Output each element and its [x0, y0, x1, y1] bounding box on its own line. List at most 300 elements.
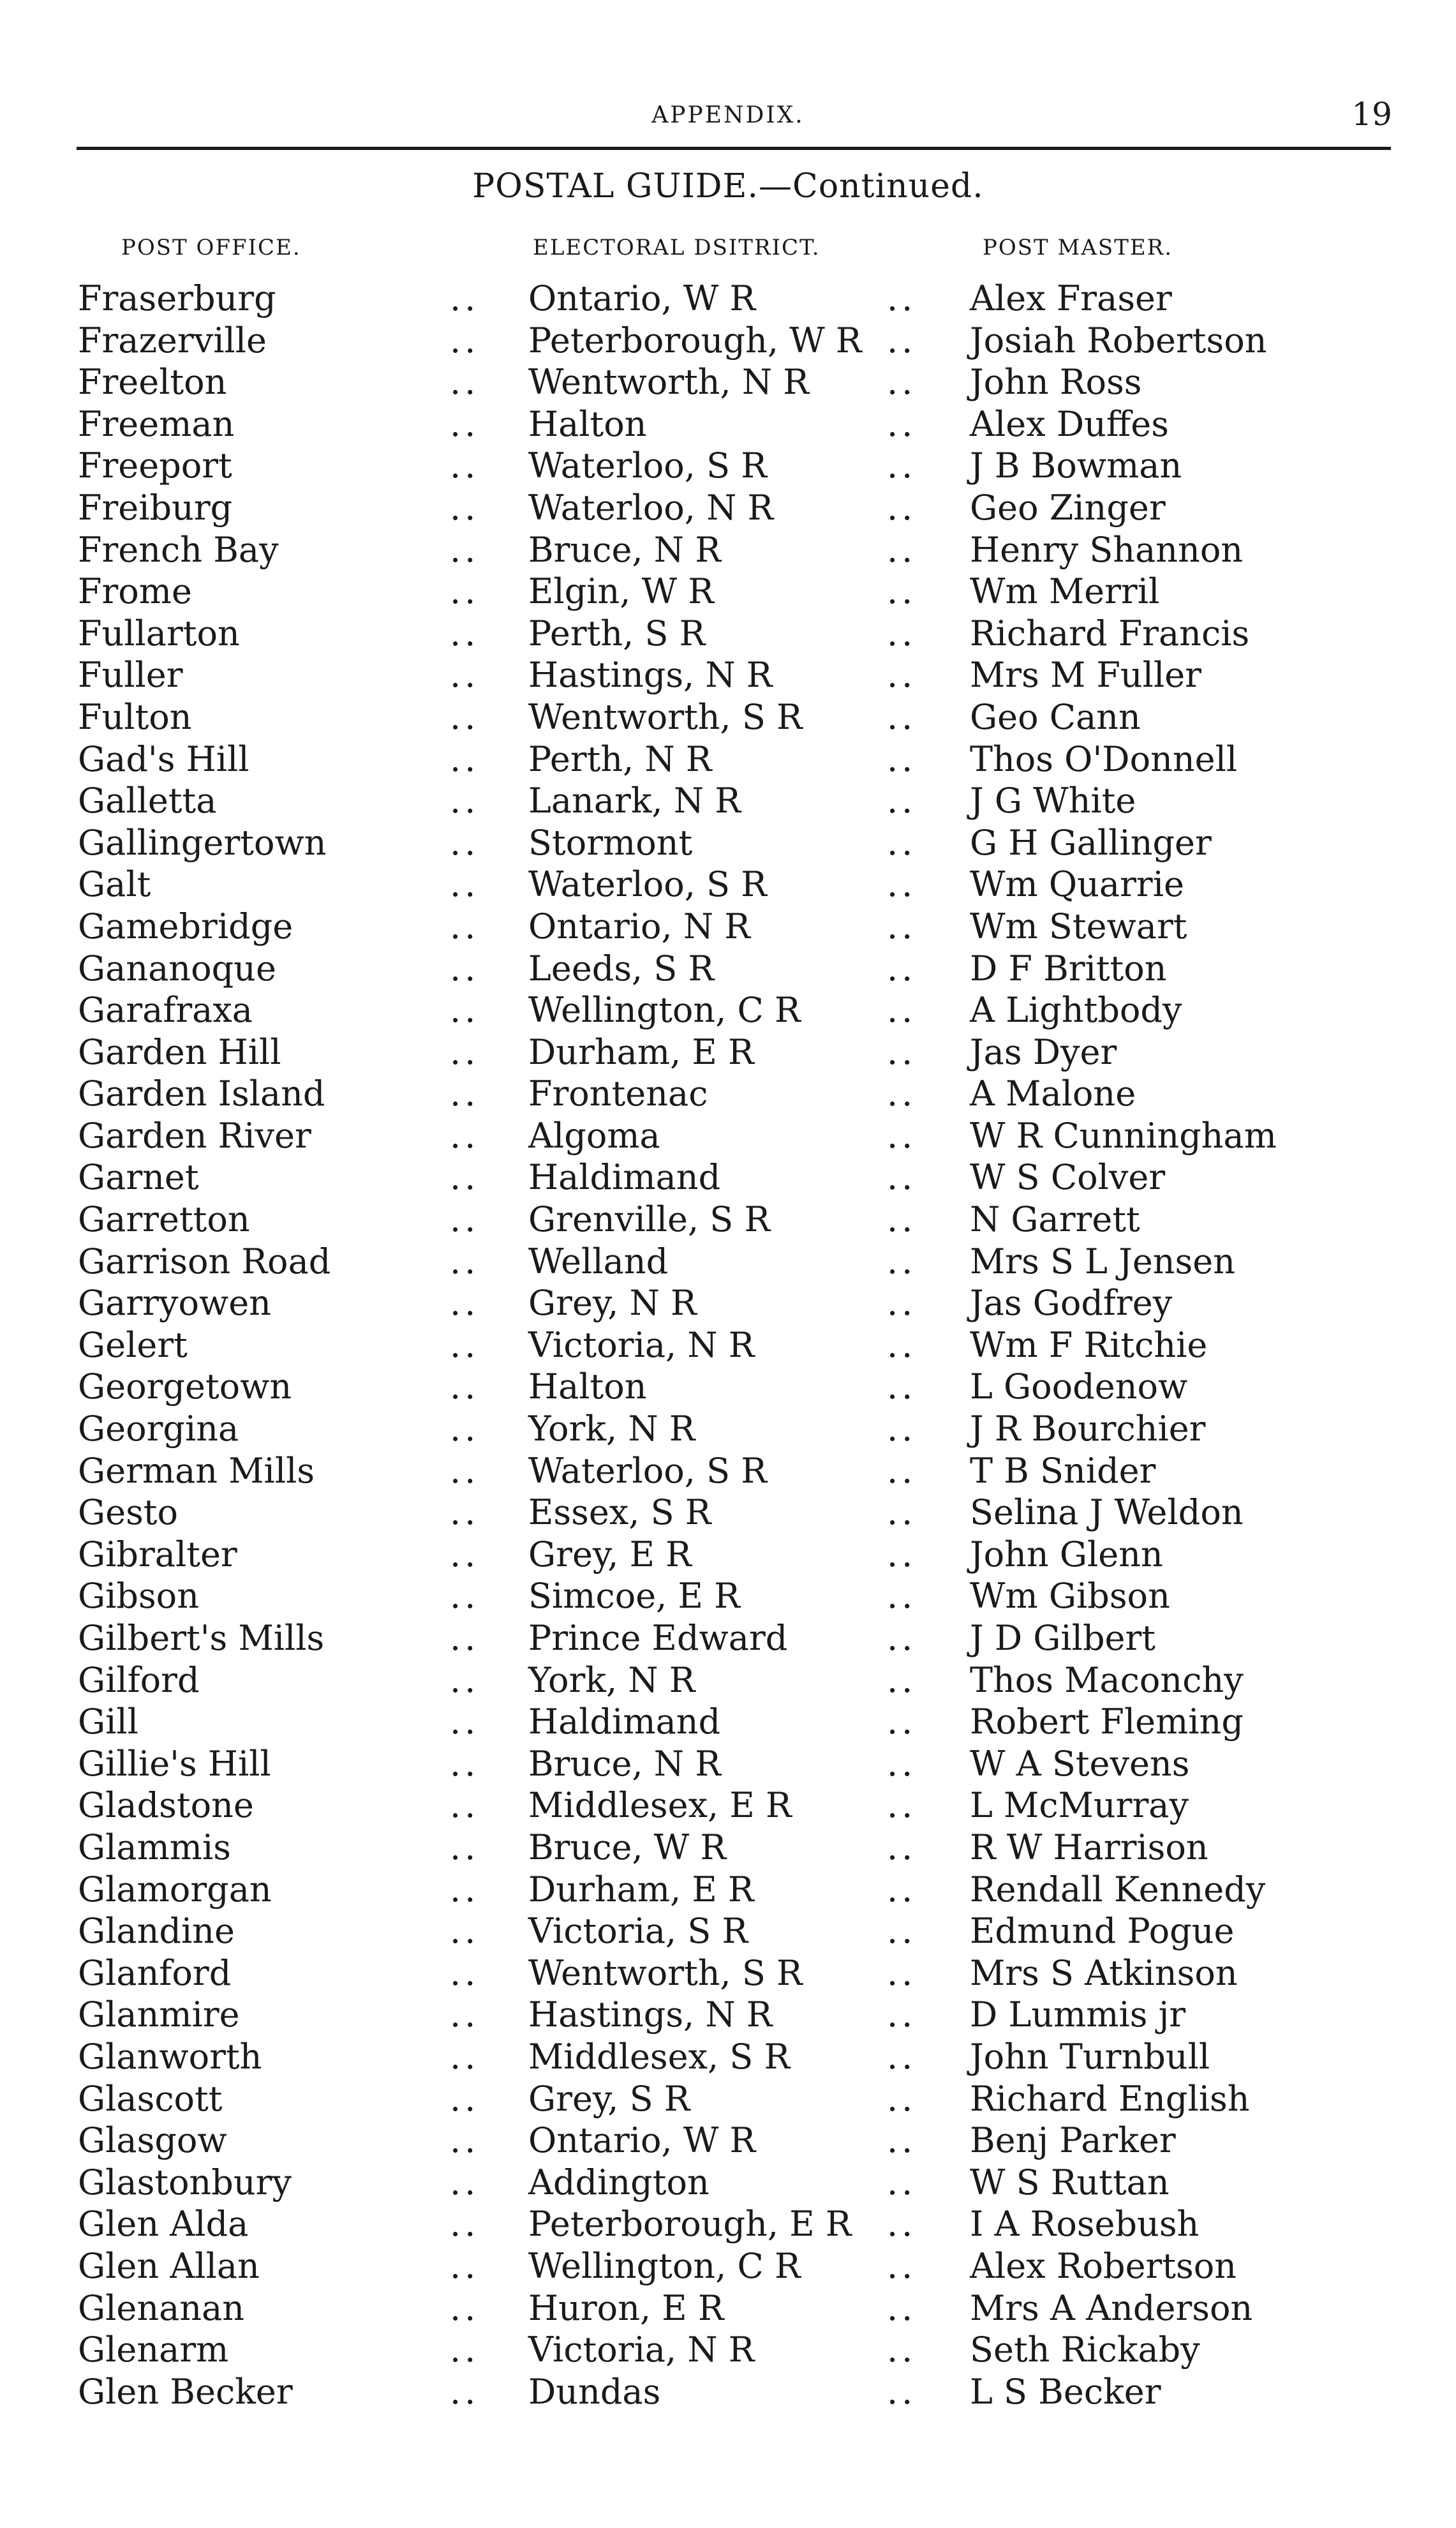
post-office-cell: Glamorgan	[78, 1869, 272, 1910]
electoral-district-cell: York, N R	[528, 1409, 695, 1449]
post-master-cell: A Lightbody	[970, 990, 1182, 1031]
table-row	[0, 1784, 1456, 1827]
leader-dots: ..	[887, 571, 917, 612]
leader-dots: ..	[450, 2330, 480, 2370]
table-row	[0, 948, 1456, 990]
post-master-cell: Mrs S Atkinson	[970, 1952, 1238, 1993]
electoral-district-cell: Welland	[528, 1241, 669, 1282]
post-master-cell: Richard Francis	[970, 613, 1250, 654]
table-row	[0, 989, 1456, 1031]
table-row	[0, 2329, 1456, 2371]
post-master-cell: I A Rosebush	[970, 2204, 1200, 2245]
post-office-cell: Glandine	[78, 1911, 235, 1952]
post-master-cell: Alex Fraser	[970, 278, 1172, 318]
leader-dots: ..	[887, 362, 917, 403]
electoral-district-cell: Wentworth, S R	[528, 1952, 803, 1993]
leader-dots: ..	[450, 2204, 480, 2245]
post-master-cell: John Glenn	[970, 1534, 1163, 1574]
leader-dots: ..	[450, 2120, 480, 2161]
table-row	[0, 2036, 1456, 2078]
post-master-cell: Wm Quarrie	[970, 864, 1184, 905]
electoral-district-cell: Prince Edward	[528, 1618, 788, 1658]
electoral-district-cell: Bruce, N R	[528, 1743, 721, 1784]
table-row	[0, 1952, 1456, 1994]
post-master-cell: J B Bowman	[970, 445, 1182, 486]
leader-dots: ..	[887, 1115, 917, 1156]
leader-dots: ..	[887, 1450, 917, 1491]
leader-dots: ..	[450, 2162, 480, 2203]
electoral-district-cell: Haldimand	[528, 1157, 721, 1198]
post-office-cell: Galletta	[78, 781, 217, 821]
table-row	[0, 403, 1456, 445]
leader-dots: ..	[887, 1031, 917, 1072]
table-row	[0, 1241, 1456, 1283]
leader-dots: ..	[450, 738, 480, 779]
leader-dots: ..	[887, 1576, 917, 1617]
electoral-district-cell: Addington	[528, 2162, 709, 2203]
leader-dots: ..	[887, 1366, 917, 1407]
leader-dots: ..	[887, 822, 917, 863]
post-master-cell: L Goodenow	[970, 1366, 1188, 1407]
post-office-cell: Glanford	[78, 1952, 232, 1993]
table-row	[0, 1408, 1456, 1450]
post-master-cell: Benj Parker	[970, 2120, 1176, 2161]
post-office-cell: Glanmire	[78, 1994, 240, 2035]
post-office-cell: Glenanan	[78, 2287, 245, 2328]
post-office-cell: Fullarton	[78, 613, 240, 654]
leader-dots: ..	[887, 445, 917, 486]
leader-dots: ..	[887, 2371, 917, 2412]
post-office-cell: Gladstone	[78, 1785, 254, 1826]
post-office-cell: Gad's Hill	[78, 738, 249, 779]
table-row	[0, 654, 1456, 696]
leader-dots: ..	[450, 781, 480, 821]
post-office-cell: Gillie's Hill	[78, 1743, 271, 1784]
post-master-cell: Wm Gibson	[970, 1576, 1170, 1617]
leader-dots: ..	[450, 1283, 480, 1324]
post-master-cell: Richard English	[970, 2078, 1250, 2119]
leader-dots: ..	[450, 445, 480, 486]
electoral-district-cell: Lanark, N R	[528, 781, 741, 821]
post-office-cell: Fraserburg	[78, 278, 276, 318]
post-master-cell: Mrs M Fuller	[970, 655, 1201, 696]
leader-dots: ..	[450, 1702, 480, 1742]
leader-dots: ..	[450, 2371, 480, 2412]
leader-dots: ..	[450, 1324, 480, 1365]
leader-dots: ..	[450, 1073, 480, 1114]
post-master-cell: R W Harrison	[970, 1827, 1208, 1867]
electoral-district-cell: Durham, E R	[528, 1869, 754, 1910]
post-master-cell: G H Gallinger	[970, 822, 1212, 863]
electoral-district-cell: Wentworth, S R	[528, 696, 803, 737]
leader-dots: ..	[887, 1869, 917, 1910]
electoral-district-cell: Hastings, N R	[528, 655, 773, 696]
table-row	[0, 1115, 1456, 1157]
leader-dots: ..	[450, 655, 480, 696]
post-master-cell: Henry Shannon	[970, 529, 1244, 570]
post-office-cell: Glen Alda	[78, 2204, 249, 2245]
post-office-cell: Freiburg	[78, 487, 233, 528]
leader-dots: ..	[450, 1366, 480, 1407]
page-number: 19	[1351, 96, 1392, 133]
electoral-district-cell: Middlesex, E R	[528, 1785, 792, 1826]
post-master-cell: Wm Stewart	[970, 906, 1187, 946]
post-master-cell: J R Bourchier	[970, 1409, 1206, 1449]
post-master-cell: John Ross	[970, 362, 1142, 403]
leader-dots: ..	[450, 487, 480, 528]
leader-dots: ..	[450, 2287, 480, 2328]
postal-guide-table	[0, 278, 1456, 2412]
post-office-cell: Gibson	[78, 1576, 199, 1617]
post-master-cell: Geo Cann	[970, 696, 1141, 737]
table-row	[0, 1073, 1456, 1115]
leader-dots: ..	[887, 1157, 917, 1198]
post-master-cell: Thos O'Donnell	[970, 738, 1238, 779]
leader-dots: ..	[887, 990, 917, 1031]
electoral-district-cell: Bruce, W R	[528, 1827, 727, 1867]
electoral-district-cell: Ontario, N R	[528, 906, 750, 946]
leader-dots: ..	[887, 906, 917, 946]
electoral-district-cell: Leeds, S R	[528, 948, 715, 989]
post-master-cell: Selina J Weldon	[970, 1492, 1244, 1533]
post-office-cell: Glanworth	[78, 2036, 262, 2077]
electoral-district-cell: Peterborough, W R	[528, 320, 862, 361]
post-office-cell: Garretton	[78, 1199, 250, 1240]
leader-dots: ..	[887, 948, 917, 989]
table-row	[0, 1534, 1456, 1576]
leader-dots: ..	[887, 1324, 917, 1365]
post-master-cell: Wm Merril	[970, 571, 1160, 612]
electoral-district-cell: Middlesex, S R	[528, 2036, 791, 2077]
post-office-cell: Georgina	[78, 1409, 239, 1449]
leader-dots: ..	[450, 362, 480, 403]
leader-dots: ..	[887, 2078, 917, 2119]
leader-dots: ..	[450, 1827, 480, 1867]
electoral-district-cell: Victoria, N R	[528, 2330, 755, 2370]
leader-dots: ..	[887, 1702, 917, 1742]
post-office-cell: Georgetown	[78, 1366, 292, 1407]
post-master-cell: W A Stevens	[970, 1743, 1190, 1784]
leader-dots: ..	[450, 2036, 480, 2077]
table-row	[0, 1282, 1456, 1324]
table-row	[0, 906, 1456, 948]
leader-dots: ..	[887, 738, 917, 779]
leader-dots: ..	[887, 1073, 917, 1114]
leader-dots: ..	[887, 2245, 917, 2286]
leader-dots: ..	[887, 696, 917, 737]
post-master-cell: W S Ruttan	[970, 2162, 1170, 2203]
post-office-cell: Gananoque	[78, 948, 276, 989]
post-master-cell: L McMurray	[970, 1785, 1189, 1826]
leader-dots: ..	[887, 1952, 917, 1993]
post-master-cell: Wm F Ritchie	[970, 1324, 1208, 1365]
table-row	[0, 1743, 1456, 1785]
leader-dots: ..	[450, 948, 480, 989]
electoral-district-cell: Perth, S R	[528, 613, 706, 654]
leader-dots: ..	[450, 320, 480, 361]
leader-dots: ..	[450, 1785, 480, 1826]
leader-dots: ..	[450, 2245, 480, 2286]
post-office-cell: Gibralter	[78, 1534, 237, 1574]
table-row	[0, 1659, 1456, 1702]
post-office-cell: Garnet	[78, 1157, 199, 1198]
post-master-cell: Geo Zinger	[970, 487, 1166, 528]
post-office-cell: Fuller	[78, 655, 183, 696]
leader-dots: ..	[887, 403, 917, 444]
leader-dots: ..	[887, 2120, 917, 2161]
leader-dots: ..	[450, 696, 480, 737]
table-row	[0, 529, 1456, 571]
post-office-cell: Garden River	[78, 1115, 311, 1156]
leader-dots: ..	[450, 1409, 480, 1449]
leader-dots: ..	[450, 403, 480, 444]
leader-dots: ..	[450, 1031, 480, 1072]
leader-dots: ..	[450, 1241, 480, 1282]
leader-dots: ..	[887, 1241, 917, 1282]
post-master-cell: John Turnbull	[970, 2036, 1210, 2077]
post-office-cell: Freeman	[78, 403, 235, 444]
leader-dots: ..	[450, 1618, 480, 1658]
leader-dots: ..	[887, 1492, 917, 1533]
table-row	[0, 864, 1456, 906]
leader-dots: ..	[887, 2204, 917, 2245]
post-office-cell: Garden Island	[78, 1073, 325, 1114]
leader-dots: ..	[887, 1994, 917, 2035]
table-row	[0, 361, 1456, 403]
leader-dots: ..	[450, 990, 480, 1031]
table-row	[0, 1575, 1456, 1617]
leader-dots: ..	[887, 1199, 917, 1240]
leader-dots: ..	[887, 1743, 917, 1784]
electoral-district-cell: Grey, S R	[528, 2078, 690, 2119]
table-row	[0, 780, 1456, 822]
post-office-cell: Gesto	[78, 1492, 179, 1533]
table-row	[0, 1617, 1456, 1659]
post-master-cell: Robert Fleming	[970, 1702, 1244, 1742]
leader-dots: ..	[887, 2036, 917, 2077]
table-row	[0, 1450, 1456, 1492]
running-head	[0, 96, 1456, 134]
electoral-district-cell: Waterloo, S R	[528, 1450, 767, 1491]
post-master-cell: Thos Maconchy	[970, 1659, 1244, 1700]
table-row	[0, 1701, 1456, 1743]
post-master-cell: J G White	[970, 781, 1136, 821]
post-office-cell: Frazerville	[78, 320, 267, 361]
electoral-district-cell: Algoma	[528, 1115, 660, 1156]
electoral-district-cell: Grey, E R	[528, 1534, 692, 1574]
post-office-cell: Galt	[78, 864, 151, 905]
electoral-district-cell: Haldimand	[528, 1702, 721, 1742]
leader-dots: ..	[450, 1576, 480, 1617]
table-row	[0, 487, 1456, 529]
table-row	[0, 571, 1456, 613]
table-row	[0, 320, 1456, 362]
post-office-cell: Freelton	[78, 362, 227, 403]
leader-dots: ..	[450, 1911, 480, 1952]
post-office-cell: French Bay	[78, 529, 279, 570]
leader-dots: ..	[450, 1115, 480, 1156]
post-office-cell: Gilford	[78, 1659, 200, 1700]
post-office-cell: Gamebridge	[78, 906, 293, 946]
table-row	[0, 613, 1456, 655]
post-office-cell: Glascott	[78, 2078, 223, 2119]
post-master-cell: Jas Godfrey	[970, 1283, 1173, 1324]
table-row	[0, 822, 1456, 864]
post-master-cell: Edmund Pogue	[970, 1911, 1235, 1952]
leader-dots: ..	[450, 1450, 480, 1491]
post-office-cell: Frome	[78, 571, 192, 612]
table-row	[0, 445, 1456, 487]
column-header-electoral-district: ELECTORAL DSITRICT.	[533, 235, 821, 260]
electoral-district-cell: Huron, E R	[528, 2287, 724, 2328]
electoral-district-cell: Perth, N R	[528, 738, 712, 779]
post-office-cell: Garryowen	[78, 1283, 271, 1324]
table-row	[0, 1994, 1456, 2036]
electoral-district-cell: Grey, N R	[528, 1283, 697, 1324]
electoral-district-cell: Durham, E R	[528, 1031, 754, 1072]
post-master-cell: Alex Duffes	[970, 403, 1169, 444]
table-row	[0, 2371, 1456, 2413]
leader-dots: ..	[450, 1952, 480, 1993]
table-row	[0, 1827, 1456, 1869]
electoral-district-cell: Halton	[528, 1366, 647, 1407]
post-master-cell: A Malone	[970, 1073, 1136, 1114]
electoral-district-cell: Simcoe, E R	[528, 1576, 740, 1617]
electoral-district-cell: Wentworth, N R	[528, 362, 809, 403]
post-master-cell: D Lummis jr	[970, 1994, 1186, 2035]
leader-dots: ..	[450, 2078, 480, 2119]
electoral-district-cell: Grenville, S R	[528, 1199, 771, 1240]
electoral-district-cell: Wellington, C R	[528, 2245, 801, 2286]
guide-title: POSTAL GUIDE.—Continued.	[472, 167, 984, 206]
electoral-district-cell: Stormont	[528, 822, 693, 863]
post-master-cell: L S Becker	[970, 2371, 1161, 2412]
leader-dots: ..	[450, 278, 480, 318]
electoral-district-cell: Victoria, N R	[528, 1324, 755, 1365]
table-row	[0, 2078, 1456, 2120]
post-office-cell: Glammis	[78, 1827, 231, 1867]
post-master-cell: Mrs A Anderson	[970, 2287, 1253, 2328]
table-row	[0, 1492, 1456, 1534]
post-master-cell: W R Cunningham	[970, 1115, 1277, 1156]
leader-dots: ..	[887, 529, 917, 570]
electoral-district-cell: Ontario, W R	[528, 278, 756, 318]
electoral-district-cell: Elgin, W R	[528, 571, 714, 612]
post-office-cell: Fulton	[78, 696, 192, 737]
post-office-cell: Gallingertown	[78, 822, 327, 863]
column-header-post-office: POST OFFICE.	[121, 235, 301, 260]
table-row	[0, 696, 1456, 738]
leader-dots: ..	[450, 1743, 480, 1784]
leader-dots: ..	[887, 1785, 917, 1826]
post-office-cell: Garafraxa	[78, 990, 253, 1031]
post-office-cell: Garrison Road	[78, 1241, 331, 1282]
post-master-cell: N Garrett	[970, 1199, 1140, 1240]
table-row	[0, 2162, 1456, 2204]
leader-dots: ..	[887, 613, 917, 654]
post-office-cell: German Mills	[78, 1450, 315, 1491]
leader-dots: ..	[450, 1869, 480, 1910]
leader-dots: ..	[450, 1157, 480, 1198]
electoral-district-cell: Wellington, C R	[528, 990, 801, 1031]
table-row	[0, 2245, 1456, 2287]
leader-dots: ..	[887, 1283, 917, 1324]
post-office-cell: Glastonbury	[78, 2162, 292, 2203]
electoral-district-cell: Dundas	[528, 2371, 661, 2412]
leader-dots: ..	[450, 822, 480, 863]
leader-dots: ..	[450, 1199, 480, 1240]
leader-dots: ..	[887, 1618, 917, 1658]
leader-dots: ..	[450, 613, 480, 654]
post-office-cell: Gill	[78, 1702, 138, 1742]
post-office-cell: Gelert	[78, 1324, 188, 1365]
post-master-cell: Seth Rickaby	[970, 2330, 1200, 2370]
post-office-cell: Glen Becker	[78, 2371, 293, 2412]
leader-dots: ..	[887, 2330, 917, 2370]
electoral-district-cell: Waterloo, S R	[528, 864, 767, 905]
leader-dots: ..	[887, 1911, 917, 1952]
post-office-cell: Gilbert's Mills	[78, 1618, 325, 1658]
leader-dots: ..	[450, 529, 480, 570]
table-row	[0, 2120, 1456, 2162]
post-master-cell: Mrs S L Jensen	[970, 1241, 1235, 1282]
electoral-district-cell: Waterloo, N R	[528, 487, 774, 528]
leader-dots: ..	[450, 1492, 480, 1533]
leader-dots: ..	[887, 1827, 917, 1867]
header-rule	[77, 147, 1391, 150]
post-office-cell: Freeport	[78, 445, 232, 486]
electoral-district-cell: Peterborough, E R	[528, 2204, 852, 2245]
electoral-district-cell: Waterloo, S R	[528, 445, 767, 486]
table-row	[0, 1199, 1456, 1241]
electoral-district-cell: Halton	[528, 403, 647, 444]
post-office-cell: Glasgow	[78, 2120, 227, 2161]
table-row	[0, 2203, 1456, 2245]
table-row	[0, 738, 1456, 781]
post-master-cell: Rendall Kennedy	[970, 1869, 1266, 1910]
table-row	[0, 1910, 1456, 1952]
electoral-district-cell: Hastings, N R	[528, 1994, 773, 2035]
table-row	[0, 2287, 1456, 2330]
leader-dots: ..	[450, 571, 480, 612]
table-row	[0, 1031, 1456, 1073]
leader-dots: ..	[450, 1659, 480, 1700]
leader-dots: ..	[887, 864, 917, 905]
post-master-cell: J D Gilbert	[970, 1618, 1155, 1658]
post-office-cell: Glenarm	[78, 2330, 229, 2370]
post-master-cell: W S Colver	[970, 1157, 1166, 1198]
table-row	[0, 1366, 1456, 1408]
running-title: APPENDIX.	[651, 102, 805, 128]
leader-dots: ..	[450, 906, 480, 946]
electoral-district-cell: Bruce, N R	[528, 529, 721, 570]
leader-dots: ..	[887, 2287, 917, 2328]
table-row	[0, 1324, 1456, 1366]
table-row	[0, 1156, 1456, 1199]
electoral-district-cell: Ontario, W R	[528, 2120, 756, 2161]
post-master-cell: D F Britton	[970, 948, 1167, 989]
column-header-post-master: POST MASTER.	[983, 235, 1173, 260]
leader-dots: ..	[887, 655, 917, 696]
leader-dots: ..	[887, 1534, 917, 1574]
table-row	[0, 1869, 1456, 1911]
leader-dots: ..	[887, 2162, 917, 2203]
post-master-cell: Josiah Robertson	[970, 320, 1267, 361]
leader-dots: ..	[887, 487, 917, 528]
leader-dots: ..	[887, 278, 917, 318]
leader-dots: ..	[450, 1994, 480, 2035]
post-office-cell: Glen Allan	[78, 2245, 260, 2286]
